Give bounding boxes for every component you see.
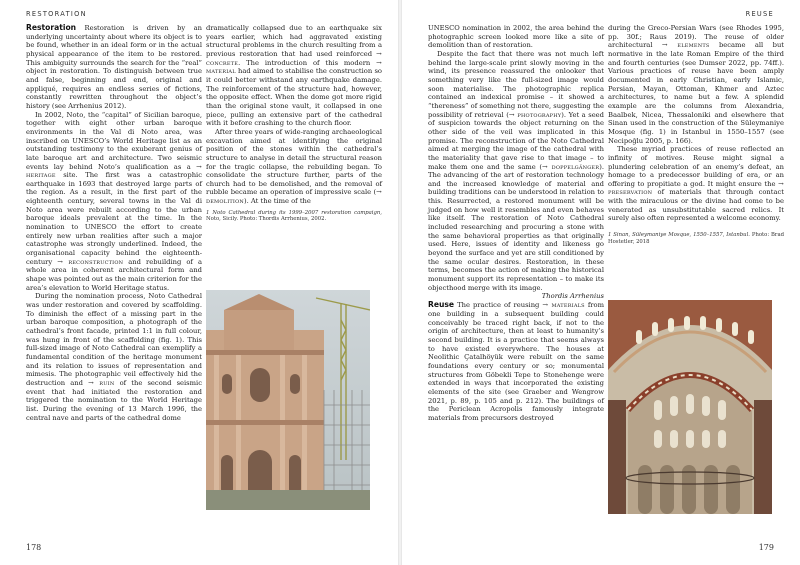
right-page-column-2: [608, 24, 784, 245]
paragraph: In 2002, Noto, the “capital” of Sicilian baroque, together with eight other urban baroque environments in the Val di Noto area, was inscribed on UNESCO’s World Heritage list as an outstanding testimony to the exuberant genius of late baroque art and architecture. Two seismic events lay behind Noto’s qualification as a → heritage site. The first was a catastrophic earthquake in 1693 that destroyed large parts of the region. As a result, in the first part of the eighteenth century, several towns in the Val di Noto area were rebuilt according to the urban baroque ideals prevalent at the time. In the nomination to UNESCO the effort to create entirely new urban realities after such a major catastrophe was strongly underlined. Indeed, the organisational capacity behind the eighteenth-century → reconstruction and rebuilding of a whole area in coherent architectural form and shape was pointed out as the main criterion for the area’s elevation to World Heritage status.: [26, 110, 203, 292]
suleymaniye-mosque-photo: [608, 300, 772, 514]
right-page-column-1: [428, 24, 604, 423]
author-signature: Thordis Arrhenius: [541, 292, 604, 301]
paragraph: dramatically collapsed due to an earthquake six years earlier, which had aggravated existing structural problems in the church resulting from a previous restoration that had used reinforced → concrete. The introduction of this modern → material had aimed to stabilise the construction so it could better withstand any earthquake damage. The reinforcement of the structure had, however, the opposite effect. When the dome got more rigid than the original stone vault, it collapsed in one piece, pulling an extensive part of the cathedral with it before crashing to the church floor.: [206, 24, 382, 128]
paragraph: Despite the fact that there was not much left behind the large-scale print slowly moving in the wind, its presence reassured the onlooker that something very like the full-sized image would soon materialise. The photographic replica contained an indexical promise – it showed a “thereness” of something not there, suggesting the possibility of retrieval (→ photography). Yet a seed of suspicion towards the object returning on the other side of the veil was implicated in this promise. The reconstruction of the Noto Cathedral aimed at merging the image of the cathedral with the materiality that gave rise to that image – to make them one and the same (→ doppelgänger). The advancing of the art of restoration technology and the increased knowledge of material and building traditions can be understood in relation to this. Resurrected, a restored monument will be judged on how well it resembles and even behaves like itself. The restoration of Noto Cathedral included researching and procuring a stone with the same behavioral properties as that originally used. Here, issues of identity and likeness go beyond the surface and yet are still conditioned by the same ocular desires. Restoration, in these terms, becomes the action of making the historical monument support its representation – to make its objecthood merge with its image. Thordis Arrhenius: [428, 49, 604, 301]
figure-caption-suleymaniye: 1 Sinan, Süleymaniye Mosque, 1550–1557, Istanbul. Photo: Brad Hostetler, 2018: [608, 232, 784, 245]
noto-cathedral-photo: [206, 290, 370, 510]
cross-reference-ruin[interactable]: → ruin: [88, 378, 115, 387]
paragraph: during the Greco-Persian Wars (see Rhodes 1995, pp. 30f.; Raus 2019). The reuse of older architectural → elements became all but normative in the late Roman Empire of the third and fourth centuries (see Dumser 2022, pp. 74ff.). Various practices of reuse have been amply documented in early Christian, early Islamic, Persian, Mayan, Ottoman, Khmer and Aztec architectures, to name but a few. A splendid example are the columns from Alexandria, Baalbek, Nicea, Thessaloniki and elsewhere that Sinan used in the construction of the Süleymaniye Mosque (fig. 1) in Istanbul in 1550–1557 (see Necipoğlu 2005, p. 166).: [608, 24, 784, 145]
cross-reference-heritage[interactable]: → heritage: [26, 162, 203, 180]
cross-reference-concrete[interactable]: → concrete: [206, 49, 382, 67]
right-page: [402, 0, 800, 565]
entry-heading-restoration: Restoration: [26, 23, 77, 32]
paragraph: After three years of wide-ranging archaeological excavation aimed at identifying the original position of the stones within the cathedral’s structure to analyse in detail the structural reason for the tragic collapse, the rebuilding began. To consolidate the structure further, parts of the church had to be demolished, and the removal of rubble became an operation of impressive scale (→ demolition). At the time of the: [206, 127, 382, 206]
page-number-right: 179: [758, 543, 774, 552]
paragraph: UNESCO nomination in 2002, the area behind the photographic screen looked more like a site of demolition than of restoration.: [428, 24, 604, 50]
cross-reference-doppelganger[interactable]: → doppelgänger: [542, 162, 600, 171]
paragraph: Reuse The practice of reusing → materials from one building in a subsequent building could conceivably be traced right back, if not to the origin of architecture, then at least to humanity’s second building. It is a practice that seems always to have existed everywhere. The houses at Neolithic Çatalhöyük were rebuilt on the same foundations every century or so; monumental structures from Göbekli Tepe to Stonehenge were extended in ways that incorporated the existing elements of the site (see Graeber and Wengrow 2021, p. 89, p. 105 and p. 212). The buildings of the Periclean Acropolis famously integrate materials from precursors destroyed: [428, 300, 605, 422]
paragraph: During the nomination process, Noto Cathedral was under restoration and covered by scaffolding. To diminish the effect of a missing part in the urban baroque composition, a photograph of the cathedral’s front facade, printed 1:1 in full colour, was hung in front of the scaffolding (fig. 1). This full-sized image of Noto Cathedral can exemplify a fundamental condition of the heritage monument and its relation to issues of representation and mimesis. The photographic veil effectively hid the destruction and → ruin of the second seismic event that had initiated the restoration and triggered the nomination to the World Heritage list. During the evening of 13 March 1996, the central nave and parts of the cathedral dome: [26, 292, 202, 422]
cross-reference-material[interactable]: → material: [206, 58, 382, 76]
page-number-left: 178: [26, 543, 42, 552]
paragraph: Restoration Restoration is driven by an underlying uncertainty about where its object is to be found, whether in an ideal form or in the actual physical appearance of the item to be restored. This ambiguity surrounds the search for the “real” object in restoration. To distinguish between true and false, beginning and end, original and appliqué, requires an endless series of fictions, constantly rewritten throughout the object’s history (see Arrhenius 2012).: [26, 23, 202, 110]
figure-caption-noto: 1 Noto Cathedral during its 1999–2007 restoration campaign, Noto, Sicily. Photo: Thordis Arrhenius, 2002.: [206, 209, 382, 223]
left-page-column-1: [26, 24, 202, 422]
cross-reference-materials[interactable]: → materials: [542, 301, 585, 310]
cross-reference-reconstruction[interactable]: → reconstruction: [57, 257, 124, 266]
cross-reference-preservation[interactable]: → preservation: [608, 179, 784, 197]
cross-reference-elements[interactable]: → elements: [661, 41, 710, 50]
running-head-right: REUSE: [745, 10, 774, 18]
cross-reference-demolition[interactable]: → demolition: [206, 188, 382, 206]
running-head-left: RESTORATION: [26, 10, 87, 18]
paragraph: These myriad practices of reuse reflected an infinity of motives. Reuse might signal a plundering celebration of an enemy’s defeat, an homage to a predecessor building of era, or an offering to propitiate a god. It might ensure the → preservation of materials that through contact with the miraculous or the divine had come to be venerated as unsubstitutable sacred relics. It surely also often represented a welcome economy.: [608, 145, 784, 223]
cross-reference-photography[interactable]: → photography: [508, 110, 562, 119]
entry-heading-reuse: Reuse: [428, 300, 455, 310]
left-page: [0, 0, 398, 565]
left-page-column-2: [206, 24, 382, 223]
